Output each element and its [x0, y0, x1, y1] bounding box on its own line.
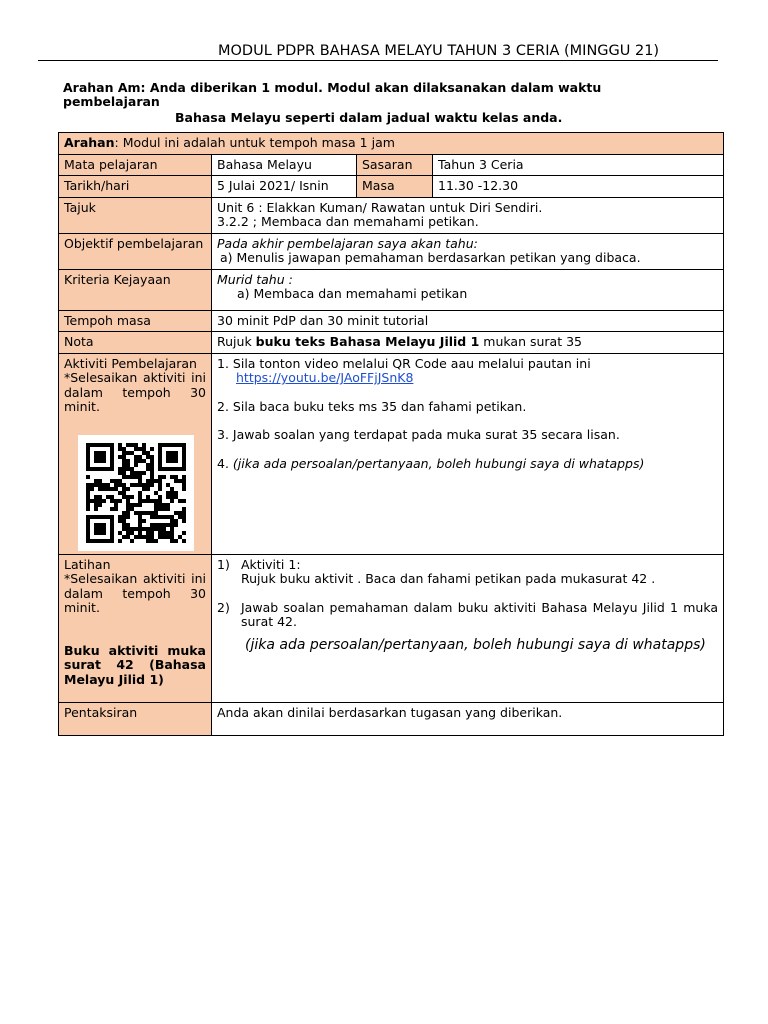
row-mata-pelajaran — [59, 154, 724, 176]
masa-label: Masa — [357, 176, 433, 198]
nota-book: buku teks Bahasa Melayu Jilid 1 — [255, 334, 480, 349]
objektif-intro: Pada akhir pembelajaran saya akan tahu: — [217, 235, 478, 251]
sasaran-label: Sasaran — [357, 154, 433, 176]
row-aktiviti — [59, 353, 724, 554]
tempoh-value: 30 minit PdP dan 30 minit tutorial — [212, 310, 724, 332]
latihan-num-1: 1) — [217, 556, 230, 572]
tarikh-label: Tarikh/hari — [59, 176, 212, 198]
row-tempoh — [59, 310, 724, 332]
nota-pre: Rujuk — [217, 334, 256, 349]
latihan-item-1-line-1: Aktiviti 1: — [241, 556, 301, 572]
qr-code-icon[interactable] — [78, 435, 194, 551]
objektif-value — [212, 233, 724, 269]
youtube-link[interactable]: https://youtu.be/JAoFFjJSnK8 — [236, 370, 414, 385]
kriteria-intro: Murid tahu : — [217, 271, 293, 287]
tajuk-label: Tajuk — [59, 197, 212, 233]
aktiviti-num-3: 3. — [217, 427, 229, 442]
latihan-label: Latihan — [64, 556, 111, 572]
sasaran-value: Tahun 3 Ceria — [433, 154, 724, 176]
latihan-note: *Selesaikan aktiviti ini dalam tempoh 30 minit. — [64, 571, 206, 615]
row-arahan — [59, 133, 724, 155]
aktiviti-text-1: Sila tonton video melalui QR Code aau melalui pautan ini — [232, 355, 591, 371]
aktiviti-text-4: (jika ada persoalan/pertanyaan, boleh hubungi saya di whatapps) — [232, 455, 645, 471]
aktiviti-label-cell — [59, 353, 212, 554]
nota-post: mukan surat 35 — [479, 334, 582, 349]
row-objektif — [59, 233, 724, 269]
kriteria-value — [212, 269, 724, 310]
latihan-item-1-line-2: Rujuk buku aktivit . Baca dan fahami petikan pada mukasurat 42 . — [241, 571, 656, 586]
latihan-item-2 — [217, 601, 718, 630]
tajuk-line-2: 3.2.2 ; Membaca dan memahami petikan. — [217, 214, 479, 229]
arahan-label: Arahan — [64, 135, 115, 150]
latihan-num-2: 2) — [217, 599, 230, 615]
instructions-line-2: Bahasa Melayu seperti dalam jadual waktu kelas anda. — [175, 110, 563, 125]
row-nota — [59, 332, 724, 354]
instructions-line-1: Arahan Am: Anda diberikan 1 modul. Modul akan dilaksanakan dalam waktu pembelajaran — [63, 80, 602, 109]
arahan-cell — [59, 133, 724, 155]
mata-pelajaran-value: Bahasa Melayu — [212, 154, 357, 176]
module-table — [58, 132, 724, 736]
row-pentaksiran — [59, 702, 724, 735]
aktiviti-num-1: 1. — [217, 355, 229, 371]
arahan-text: : Modul ini adalah untuk tempoh masa 1 jam — [114, 135, 395, 150]
aktiviti-num-2: 2. — [217, 398, 229, 414]
pentaksiran-label: Pentaksiran — [59, 702, 212, 735]
latihan-item-1 — [217, 558, 718, 587]
masa-value: 11.30 -12.30 — [433, 176, 724, 198]
aktiviti-note: *Selesaikan aktiviti ini dalam tempoh 30 minit. — [64, 370, 206, 414]
nota-label: Nota — [59, 332, 212, 354]
aktiviti-list — [217, 357, 718, 472]
aktiviti-item-2 — [217, 400, 718, 415]
objektif-label: Objektif pembelajaran — [59, 233, 212, 269]
aktiviti-num-4: 4. — [217, 455, 229, 471]
aktiviti-content — [212, 353, 724, 554]
tajuk-value — [212, 197, 724, 233]
tarikh-value: 5 Julai 2021/ Isnin — [212, 176, 357, 198]
module-header — [38, 42, 718, 61]
tajuk-line-1: Unit 6 : Elakkan Kuman/ Rawatan untuk Diri Sendiri. — [217, 199, 543, 215]
kriteria-item: a) Membaca dan memahami petikan — [237, 286, 468, 301]
aktiviti-item-4 — [217, 457, 718, 472]
aktiviti-label: Aktiviti Pembelajaran — [64, 355, 197, 371]
qr-code-graphic — [78, 435, 194, 551]
latihan-item-2-text: Jawab soalan pemahaman dalam buku aktiviti Bahasa Melayu Jilid 1 muka surat 42. — [241, 599, 719, 629]
general-instructions — [63, 81, 663, 125]
aktiviti-item-3 — [217, 428, 718, 443]
nota-value — [212, 332, 724, 354]
tempoh-label: Tempoh masa — [59, 310, 212, 332]
latihan-content — [212, 554, 724, 702]
module-title: MODUL PDPR BAHASA MELAYU TAHUN 3 CERIA (MINGGU 21) — [218, 43, 660, 59]
mata-pelajaran-label: Mata pelajaran — [59, 154, 212, 176]
latihan-whatsapp-note: (jika ada persoalan/pertanyaan, boleh hubungi saya di whatapps) — [245, 636, 706, 653]
row-tarikh — [59, 176, 724, 198]
pentaksiran-value: Anda akan dinilai berdasarkan tugasan yang diberikan. — [212, 702, 724, 735]
row-tajuk — [59, 197, 724, 233]
latihan-buku: Buku aktiviti muka surat 42 (Bahasa Melayu Jilid 1) — [64, 642, 206, 687]
latihan-label-cell — [59, 554, 212, 702]
kriteria-label: Kriteria Kejayaan — [59, 269, 212, 310]
aktiviti-text-2: Sila baca buku teks ms 35 dan fahami petikan. — [232, 398, 527, 414]
aktiviti-item-1 — [217, 357, 718, 386]
objektif-item: a) Menulis jawapan pemahaman berdasarkan petikan yang dibaca. — [220, 250, 641, 265]
row-kriteria — [59, 269, 724, 310]
row-latihan — [59, 554, 724, 702]
aktiviti-text-3: Jawab soalan yang terdapat pada muka surat 35 secara lisan. — [232, 427, 620, 442]
